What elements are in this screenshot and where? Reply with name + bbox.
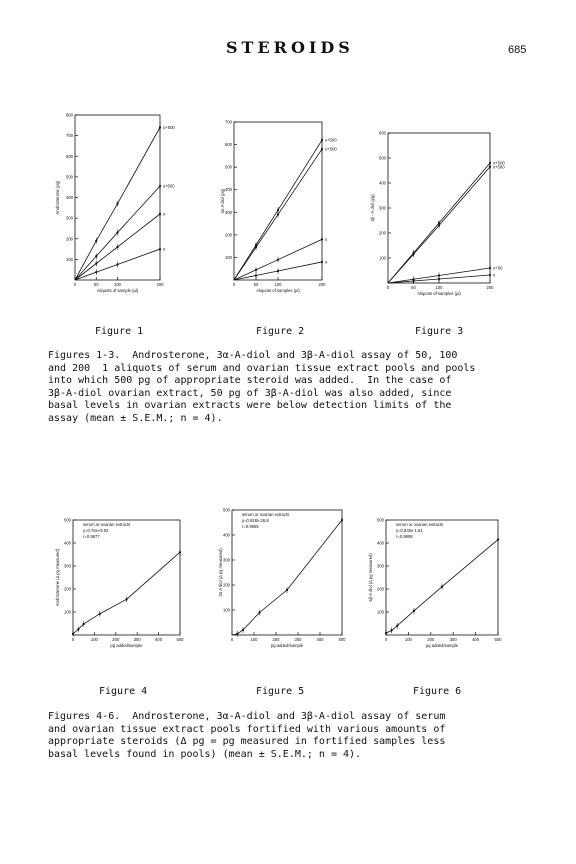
x-tick-label: 100: [250, 637, 258, 642]
regression-annotation: y=0.76x+9.53: [83, 528, 109, 533]
y-tick-label: 400: [377, 540, 384, 546]
y-tick-label: 100: [225, 254, 232, 260]
figure-4-chart: [55, 515, 195, 665]
y-tick-label: 400: [223, 532, 230, 538]
x-tick-label: 100: [114, 282, 121, 287]
x-tick-label: 500: [176, 637, 184, 642]
y-tick-label: 200: [379, 230, 386, 236]
x-tick-label: 0: [71, 637, 75, 642]
series-label: s+500: [325, 137, 337, 143]
x-tick-label: 200: [427, 637, 435, 642]
y-axis-label: Androsterone (pg): [55, 180, 60, 215]
figure-2-chart: [220, 119, 347, 302]
series-label: o+500: [163, 124, 175, 130]
y-axis-label: 3β-A diol (Δ pg measured): [368, 553, 373, 602]
y-tick-label: 500: [379, 155, 386, 161]
figure-5-chart: [218, 507, 358, 665]
x-tick-label: 400: [316, 637, 324, 642]
y-tick-label: 200: [66, 236, 73, 242]
regression-annotation: serum or ovarian extracts: [242, 512, 290, 517]
series-label: s: [163, 246, 166, 252]
figure-1-label: Figure 1: [95, 326, 144, 337]
x-tick-label: 100: [90, 637, 98, 642]
y-tick-label: 400: [225, 187, 232, 193]
y-tick-label: 500: [64, 517, 71, 523]
y-axis-label: 3β - A diol (pg): [370, 194, 375, 222]
x-tick-label: 50: [253, 282, 259, 287]
series-label: o: [325, 259, 328, 265]
x-tick-label: 300: [133, 637, 141, 642]
regression-annotation: serum or ovarian extracts: [83, 522, 131, 527]
x-tick-label: 0: [232, 282, 236, 287]
y-tick-label: 800: [66, 112, 73, 118]
series-label: s+500: [493, 164, 505, 170]
figure-3-chart: [370, 128, 520, 303]
y-axis-label: 3α A diol (Δ pg measured): [218, 548, 223, 597]
x-tick-label: 400: [472, 637, 480, 642]
figure-6-chart: [368, 515, 518, 665]
x-axis-label: pg added/sample: [270, 643, 304, 648]
x-tick-label: 500: [494, 637, 502, 642]
x-tick-label: 100: [274, 282, 282, 287]
y-tick-label: 100: [64, 609, 71, 615]
series-label: s+500: [163, 183, 175, 189]
y-tick-label: 200: [223, 582, 230, 588]
figure-4-label: Figure 4: [99, 686, 148, 697]
regression-annotation: y=0.835x-1.61: [396, 528, 423, 533]
x-tick-label: 300: [294, 637, 302, 642]
figure-2-label: Figure 2: [256, 326, 305, 337]
y-tick-label: 300: [66, 215, 73, 221]
x-tick-label: 100: [435, 285, 443, 290]
regression-annotation: r=0.9965: [242, 524, 259, 529]
series-label: s: [493, 272, 496, 278]
y-tick-label: 300: [223, 557, 230, 563]
x-tick-label: 50: [93, 282, 99, 287]
regression-annotation: r=0.9998: [396, 534, 413, 539]
y-tick-label: 500: [66, 174, 73, 180]
figure-6-label: Figure 6: [413, 686, 462, 697]
y-tick-label: 300: [377, 563, 384, 569]
x-tick-label: 300: [449, 637, 457, 642]
y-tick-label: 600: [66, 153, 73, 159]
y-tick-label: 100: [66, 256, 73, 262]
y-tick-label: 400: [379, 180, 386, 186]
x-tick-label: 0: [386, 285, 390, 290]
caption-figures-4-6: Figures 4-6. Androsterone, 3α-A-diol and 3β-A-diol assay of serum and ovarian tissue extract pools fortified with various amounts of appropriate steroids (Δ pg = pg measured in fortified samples less basal levels found in pools) (mean ± S.E.M.; n = 4).: [48, 711, 446, 760]
regression-annotation: r=0.9977: [83, 534, 100, 539]
y-tick-label: 300: [64, 563, 71, 569]
y-tick-label: 700: [66, 133, 73, 139]
y-tick-label: 600: [225, 142, 232, 148]
x-tick-label: 50: [411, 285, 416, 290]
x-tick-label: 0: [384, 637, 388, 642]
x-tick-label: 200: [272, 637, 280, 642]
y-tick-label: 200: [377, 586, 384, 592]
series-label: o: [163, 211, 166, 217]
y-tick-label: 300: [379, 205, 386, 211]
x-axis-label: Aliquots of samples (µl): [256, 288, 300, 293]
series-label: o+500: [493, 160, 505, 166]
series-label: o+50: [493, 265, 503, 271]
y-axis-label: Androsterone (Δ pg measured): [55, 548, 60, 607]
plot-frame: [75, 115, 160, 280]
y-tick-label: 300: [225, 209, 232, 215]
y-tick-label: 400: [64, 540, 71, 546]
page-number: 685: [508, 44, 527, 56]
y-tick-label: 200: [64, 586, 71, 592]
x-tick-label: 200: [156, 282, 164, 287]
plot-frame: [234, 122, 322, 280]
x-tick-label: 400: [155, 637, 163, 642]
y-tick-label: 600: [379, 130, 386, 136]
x-tick-label: 0: [230, 637, 234, 642]
y-tick-label: 700: [225, 119, 232, 125]
y-axis-label: 3α A diol (pg): [220, 188, 225, 214]
series-label: s: [325, 236, 328, 242]
regression-annotation: serum or ovarian extracts: [396, 522, 444, 527]
plot-frame: [388, 133, 490, 283]
series-line: [73, 552, 180, 634]
running-header-title: STEROIDS: [226, 38, 354, 57]
y-tick-label: 500: [223, 507, 230, 513]
x-axis-label: Aliquots of sample (µl): [96, 288, 139, 293]
y-tick-label: 100: [379, 255, 386, 261]
figure-3-label: Figure 3: [415, 326, 464, 337]
caption-figures-1-3: Figures 1-3. Androsterone, 3α-A-diol and 3β-A-diol assay of 50, 100 and 200 1 aliquots of serum and ovarian tissue extract pools and pools into which 500 pg of appropriate steroid was added. In the case of 3β-A-diol ovarian extract, 50 pg of 3β-A-diol was also added, since basal levels in ovarian extracts were below detection limits of the assay (mean ± S.E.M.; n = 4).: [48, 350, 476, 424]
x-tick-label: 100: [404, 637, 412, 642]
y-tick-label: 400: [66, 195, 73, 200]
x-axis-label: Aliquots of samples (µl): [417, 291, 461, 296]
y-tick-label: 200: [225, 232, 232, 238]
regression-annotation: y=0.928x-26.8: [242, 518, 269, 523]
figure-1-chart: [55, 112, 185, 295]
x-tick-label: 500: [338, 637, 346, 642]
y-tick-label: 500: [225, 164, 232, 170]
x-tick-label: 200: [112, 637, 120, 642]
x-tick-label: 200: [318, 282, 326, 287]
y-tick-label: 500: [377, 517, 384, 523]
y-tick-label: 100: [223, 607, 230, 613]
x-axis-label: pg added/sample: [425, 643, 459, 648]
y-tick-label: 100: [377, 609, 384, 615]
x-axis-label: pg added/sample: [110, 643, 143, 648]
figure-5-label: Figure 5: [256, 686, 305, 697]
x-tick-label: 0: [73, 282, 77, 287]
x-tick-label: 200: [486, 285, 494, 290]
series-line: [232, 520, 342, 635]
series-label: o+500: [325, 146, 337, 152]
